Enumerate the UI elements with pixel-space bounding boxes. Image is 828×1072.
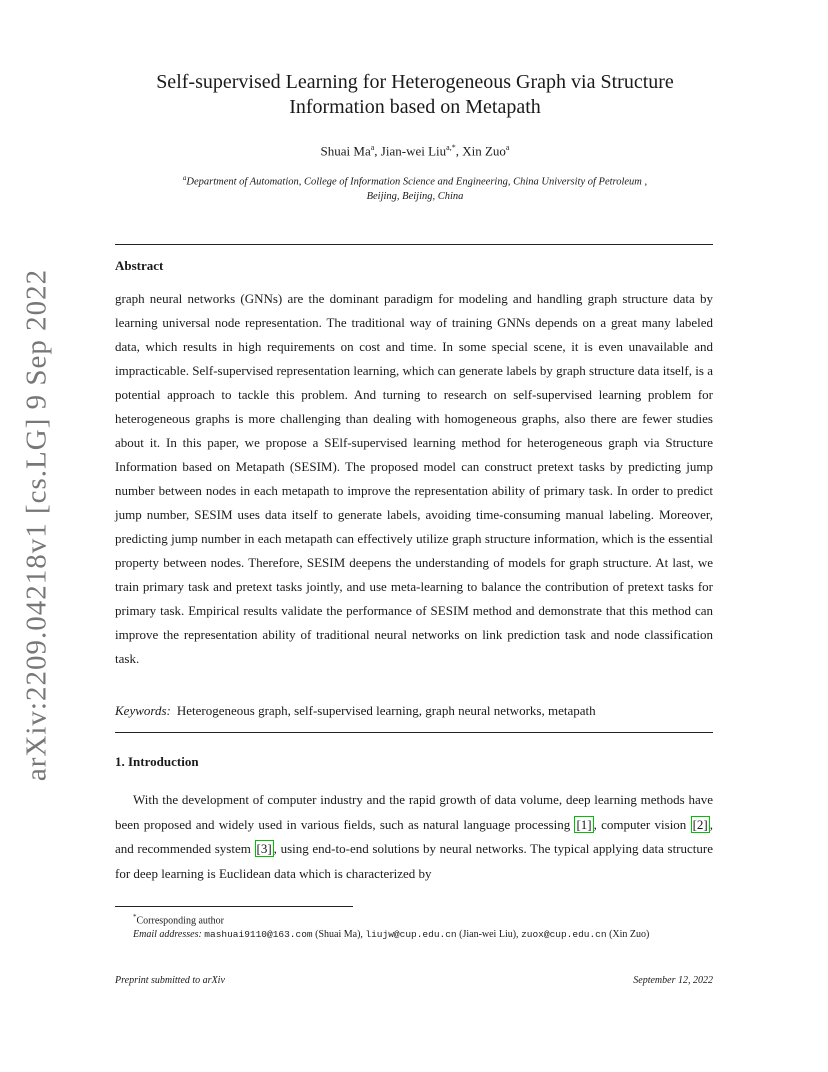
footer-date: September 12, 2022 [633,975,713,986]
intro-text: , and recommended system [115,816,713,856]
introduction-paragraph [115,788,713,886]
author-separator: , [455,143,463,159]
author-affil-mark: a [505,143,510,152]
author-affil-mark: a,* [446,143,456,152]
abstract-text: graph neural networks (GNNs) are the dominant paradigm for modeling and handling graph structure data by learning universal node representation. The traditional way of training GNNs depends on a great many labeled data, which results in high requirements on cost and time. In some special scene, it is even unavailable and impracticable. Self-supervised representation learning, which can generate labels by graph structure data itself, is a potential approach to tackle this problem. And turning to research on self-supervised learning problem for heterogeneous graphs is more challenging than dealing with homogeneous graphs, also there are fewer studies about it. In this paper, we propose a SElf-supervised learning method for heterogeneous graph via Structure Information based on Metapath (SESIM). The proposed model can construct pretext tasks by predicting jump number between nodes in each metapath to improve the representation ability of primary task. In order to predict jump number, SESIM uses data itself to generate labels, avoiding time-consuming manual labeling. Moreover, predicting jump number in each metapath can effectively utilize graph structure information, which is the essential property between nodes. Therefore, SESIM deepens the understanding of models for graph structure. At last, we train primary task and pretext tasks jointly, and use meta-learning to balance the contribution of pretext tasks for primary task. Empirical results validate the performance of SESIM method and demonstrate that this method can improve the representation ability of traditional neural networks on link prediction task and node classification task. [115,291,713,666]
email-address[interactable]: zuox@cup.edu.cn [521,929,607,941]
email-owner: (Jian-wei Liu), [456,929,522,941]
footnote-emails [115,928,713,942]
author-name: Xin Zuo [462,143,506,159]
author-separator: , [374,143,381,159]
section-heading-introduction: 1. Introduction [115,754,199,769]
keywords-label: Keywords: [115,703,171,718]
citation-link[interactable]: [1] [576,816,592,832]
arxiv-side-stamp [20,268,53,782]
intro-text: With the development of computer industry and the rapid growth of data volume, deep learning methods have been proposed and widely used in various fields, such as natural language processing [115,792,713,832]
email-address[interactable]: liujw@cup.edu.cn [365,929,457,941]
author-list [100,143,730,159]
footnote [115,910,713,942]
abstract-top-rule [115,244,713,245]
paper-title [100,70,730,120]
keywords-text: Heterogeneous graph, self-supervised learning, graph neural networks, metapath [176,703,596,718]
email-owner: (Shuai Ma), [312,929,366,941]
affiliation-line-2: Beijing, Beijing, China [366,190,464,202]
intro-text: , computer vision [593,816,691,832]
title-line-1: Self-supervised Learning for Heterogeneous Graph via Structure [156,71,674,93]
title-line-2: Information based on Metapath [289,96,541,118]
email-owner: (Xin Zuo) [606,929,650,941]
affiliation-mark: a [182,174,187,182]
author-affil-mark: a [370,143,375,152]
email-address[interactable]: mashuai9110@163.com [204,929,313,941]
footnote-corresponding-text: Corresponding author [136,915,224,927]
abstract-heading: Abstract [115,258,164,273]
affiliation-line-1: Department of Automation, College of Information Science and Engineering, China University of Petroleum , [186,176,648,188]
intro-text: , using end-to-end solutions by neural networks. The typical applying data structure for deep learning is Euclidean data which is characterized by [115,841,713,881]
footnote-corresponding [115,910,713,928]
email-label: Email addresses: [133,929,202,941]
abstract-bottom-rule [115,732,713,733]
footnote-mark: * [133,913,137,921]
citation-link[interactable]: [2] [692,816,708,832]
citation-link[interactable]: [3] [256,841,272,856]
affiliation [115,171,715,204]
author-name: Shuai Ma [320,143,371,159]
footer-preprint-note: Preprint submitted to arXiv [115,975,225,986]
footnote-rule [115,906,353,907]
keywords [115,703,713,719]
author-name: Jian-wei Liu [380,143,447,159]
arxiv-identifier: arXiv:2209.04218v1 [cs.LG] 9 Sep 2022 [20,268,53,782]
